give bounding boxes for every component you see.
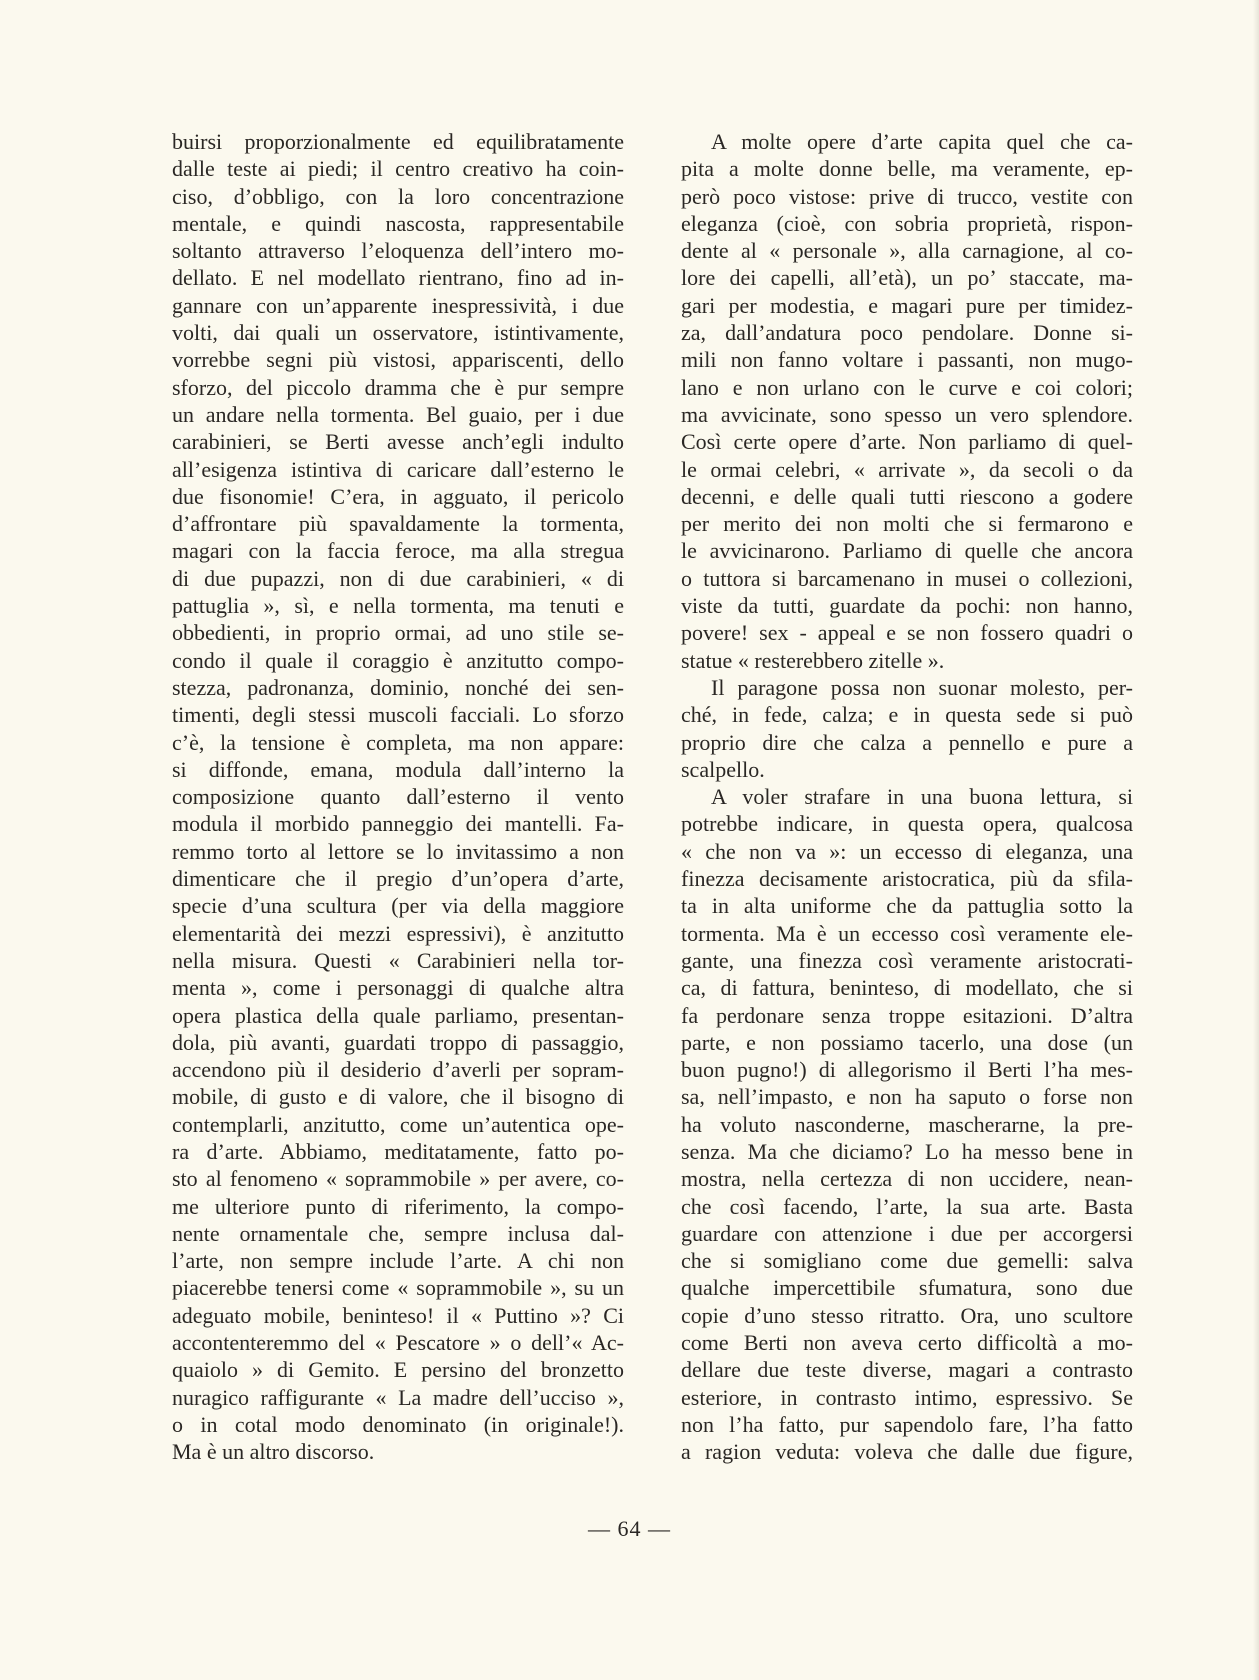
text-line: ha voluto nasconderne, mascherarne, la pre-	[681, 1111, 1133, 1137]
text-line: sa, nell’impasto, e non ha saputo o forse non	[681, 1084, 1133, 1110]
page-edge-shadow	[1253, 0, 1259, 1680]
text-line: piacerebbe tenersi come « soprammobile », su un	[172, 1275, 624, 1301]
text-line: mentale, e quindi nascosta, rappresentabile	[172, 210, 624, 236]
text-line: però poco vistose: prive di trucco, vestite con	[681, 183, 1133, 209]
text-line: dellato. E nel modellato rientrano, fino ad in-	[172, 265, 624, 291]
text-line: le avvicinarono. Parliamo di quelle che ancora	[681, 538, 1133, 564]
text-line: mostra, nella certezza di non uccidere, nean-	[681, 1166, 1133, 1192]
text-line: menta », come i personaggi di qualche altra	[172, 975, 624, 1001]
text-line: dola, più avanti, guardati troppo di passaggio,	[172, 1029, 624, 1055]
text-line: come Berti non aveva certo difficoltà a mo-	[681, 1330, 1133, 1356]
text-line: « che non va »: un eccesso di eleganza, una	[681, 838, 1133, 864]
text-line: nella misura. Questi « Carabinieri nella tor-	[172, 947, 624, 973]
text-line: all’esigenza istintiva di caricare dall’esterno le	[172, 456, 624, 482]
text-line: accendono più il desiderio d’averli per sopram-	[172, 1057, 624, 1083]
right-text-column	[681, 128, 1133, 1466]
text-line: potrebbe indicare, in questa opera, qualcosa	[681, 811, 1133, 837]
text-line: fa perdonare senza troppe esitazioni. D’altra	[681, 1002, 1133, 1028]
text-line: mobile, di gusto e di valore, che il bisogno di	[172, 1084, 624, 1110]
text-line: due fisonomie! C’era, in agguato, il pericolo	[172, 483, 624, 509]
text-line: parte, e non possiamo tacerlo, una dose (un	[681, 1029, 1133, 1055]
text-line: o tuttora si barcamenano in musei o collezioni,	[681, 565, 1133, 591]
text-line: qualche impercettibile sfumatura, sono due	[681, 1275, 1133, 1301]
text-line: buon pugno!) di allegorismo il Berti l’ha mes-	[681, 1057, 1133, 1083]
text-line: nente ornamentale che, sempre inclusa dal-	[172, 1220, 624, 1246]
text-line: modula il morbido panneggio dei mantelli. Fa-	[172, 811, 624, 837]
text-line: gante, una finezza così veramente aristocrati-	[681, 947, 1133, 973]
text-line: statue « resterebbero zitelle ».	[681, 647, 945, 673]
text-line: stezza, padronanza, dominio, nonché dei sen-	[172, 674, 624, 700]
text-line: za, dall’andatura poco pendolare. Donne si-	[681, 320, 1133, 346]
text-line: carabinieri, se Berti avesse anch’egli indulto	[172, 429, 624, 455]
text-line: finezza decisamente aristocratica, più da sfila-	[681, 866, 1133, 892]
text-line: mili non fanno voltare i passanti, non mugo-	[681, 347, 1133, 373]
text-line: A voler strafare in una buona lettura, si	[711, 784, 1133, 810]
text-line: senza. Ma che diciamo? Lo ha messo bene in	[681, 1138, 1133, 1164]
text-line: un andare nella tormenta. Bel guaio, per i due	[172, 401, 624, 427]
text-line: a ragion veduta: voleva che dalle due figure,	[681, 1439, 1133, 1465]
text-line: gannare con un’apparente inespressività, i due	[172, 292, 624, 318]
text-line: dellare due teste diverse, magari a contrasto	[681, 1357, 1133, 1383]
text-line: ciso, d’obbligo, con la loro concentrazione	[172, 183, 624, 209]
text-line: opera plastica della quale parliamo, presentan-	[172, 1002, 624, 1028]
page-number: — 64 —	[588, 1516, 671, 1541]
text-line: quaiolo » di Gemito. E persino del bronzetto	[172, 1357, 624, 1383]
text-line: specie d’una scultura (per via della maggiore	[172, 893, 624, 919]
text-line: magari con la faccia feroce, ma alla stregua	[172, 538, 624, 564]
text-line: Ma è un altro discorso.	[172, 1439, 375, 1465]
text-line: elementarità dei mezzi espressivi), è anzitutto	[172, 920, 624, 946]
text-line: sto al fenomeno « soprammobile » per avere, co-	[172, 1166, 624, 1192]
text-line: A molte opere d’arte capita quel che ca-	[711, 129, 1133, 154]
text-line: c’è, la tensione è completa, ma non appare:	[172, 729, 624, 755]
text-line: decenni, e delle quali tutti riescono a godere	[681, 483, 1133, 509]
text-line: dente al « personale », alla carnagione, al co-	[681, 238, 1133, 264]
text-line: scalpello.	[681, 756, 765, 782]
text-line: ché, in fede, calza; e in questa sede si può	[681, 702, 1133, 728]
text-line: tormenta. Ma è un eccesso così veramente ele-	[681, 920, 1133, 946]
text-line: Il paragone possa non suonar molesto, per-	[711, 674, 1133, 700]
text-line: lore dei capelli, all’età), un po’ staccate, ma-	[681, 265, 1133, 291]
text-line: proprio dire che calza a pennello e pure a	[681, 729, 1133, 755]
text-line: gari per modestia, e magari pure per timidez-	[681, 292, 1133, 318]
text-line: che si somigliano come due gemelli: salva	[681, 1248, 1133, 1274]
text-line: ca, di fattura, beninteso, di modellato, che si	[681, 975, 1133, 1001]
text-line: condo il quale il coraggio è anzitutto compo-	[172, 647, 624, 673]
text-line: ma avvicinate, sono spesso un vero splendore.	[681, 401, 1133, 427]
text-line: guardare con attenzione i due per accorgersi	[681, 1220, 1133, 1246]
text-line: dimenticare che il pregio d’un’opera d’arte,	[172, 866, 624, 892]
text-line: timenti, degli stessi muscoli facciali. Lo sforzo	[172, 702, 624, 728]
text-line: me ulteriore punto di riferimento, la compo-	[172, 1193, 624, 1219]
text-line: o in cotal modo denominato (in originale!).	[172, 1411, 624, 1437]
text-line: di due pupazzi, non di due carabinieri, « di	[172, 565, 624, 591]
text-line: lano e non urlano con le curve e coi colori;	[681, 374, 1133, 400]
text-line: obbedienti, in proprio ormai, ad uno stile se-	[172, 620, 624, 646]
text-line: copie d’uno stesso ritratto. Ora, uno scultore	[681, 1302, 1133, 1328]
text-line: non l’ha fatto, pur sapendolo fare, l’ha fatto	[681, 1411, 1133, 1437]
text-line: Così certe opere d’arte. Non parliamo di quel-	[681, 429, 1133, 455]
text-line: volti, dai quali un osservatore, istintivamente,	[172, 320, 624, 346]
left-text-column	[172, 128, 624, 1466]
text-line: pattuglia », sì, e nella tormenta, ma tenuti e	[172, 593, 624, 619]
text-line: per merito dei non molti che si fermarono e	[681, 511, 1133, 537]
text-line: le ormai celebri, « arrivate », da secoli o da	[681, 456, 1133, 482]
text-line: adeguato mobile, beninteso! il « Puttino »? Ci	[172, 1302, 624, 1328]
text-line: eleganza (cioè, con sobria proprietà, rispon-	[681, 210, 1133, 236]
text-line: accontenteremmo del « Pescatore » o dell’« Ac-	[172, 1330, 624, 1356]
text-line: sforzo, del piccolo dramma che è pur sempre	[172, 374, 624, 400]
text-line: pita a molte donne belle, ma veramente, ep-	[681, 156, 1133, 182]
text-line: l’arte, non sempre include l’arte. A chi non	[172, 1248, 624, 1274]
text-line: vorrebbe segni più vistosi, appariscenti, dello	[172, 347, 624, 373]
text-line: remmo torto al lettore se lo invitassimo a non	[172, 838, 624, 864]
text-line: ra d’arte. Abbiamo, meditatamente, fatto po-	[172, 1138, 624, 1164]
text-line: buirsi proporzionalmente ed equilibratamente	[172, 129, 624, 154]
text-line: contemplarli, anzitutto, come un’autentica ope-	[172, 1111, 624, 1137]
text-line: povere! sex - appeal e se non fossero quadri o	[681, 620, 1133, 646]
text-line: che così facendo, l’arte, la sua arte. Basta	[681, 1193, 1133, 1219]
text-line: ta in alta uniforme che da pattuglia sotto la	[681, 893, 1133, 919]
text-line: esteriore, in contrasto intimo, espressivo. Se	[681, 1384, 1133, 1410]
text-line: viste da tutti, guardate da pochi: non hanno,	[681, 593, 1133, 619]
text-line: dalle teste ai piedi; il centro creativo ha coin-	[172, 156, 624, 182]
text-line: d’affrontare più spavaldamente la tormenta,	[172, 511, 624, 537]
text-line: composizione quanto dall’esterno il vento	[172, 784, 624, 810]
text-line: si diffonde, emana, modula dall’interno la	[172, 756, 624, 782]
text-line: soltanto attraverso l’eloquenza dell’intero mo-	[172, 238, 624, 264]
text-line: nuragico raffigurante « La madre dell’ucciso »,	[172, 1384, 624, 1410]
